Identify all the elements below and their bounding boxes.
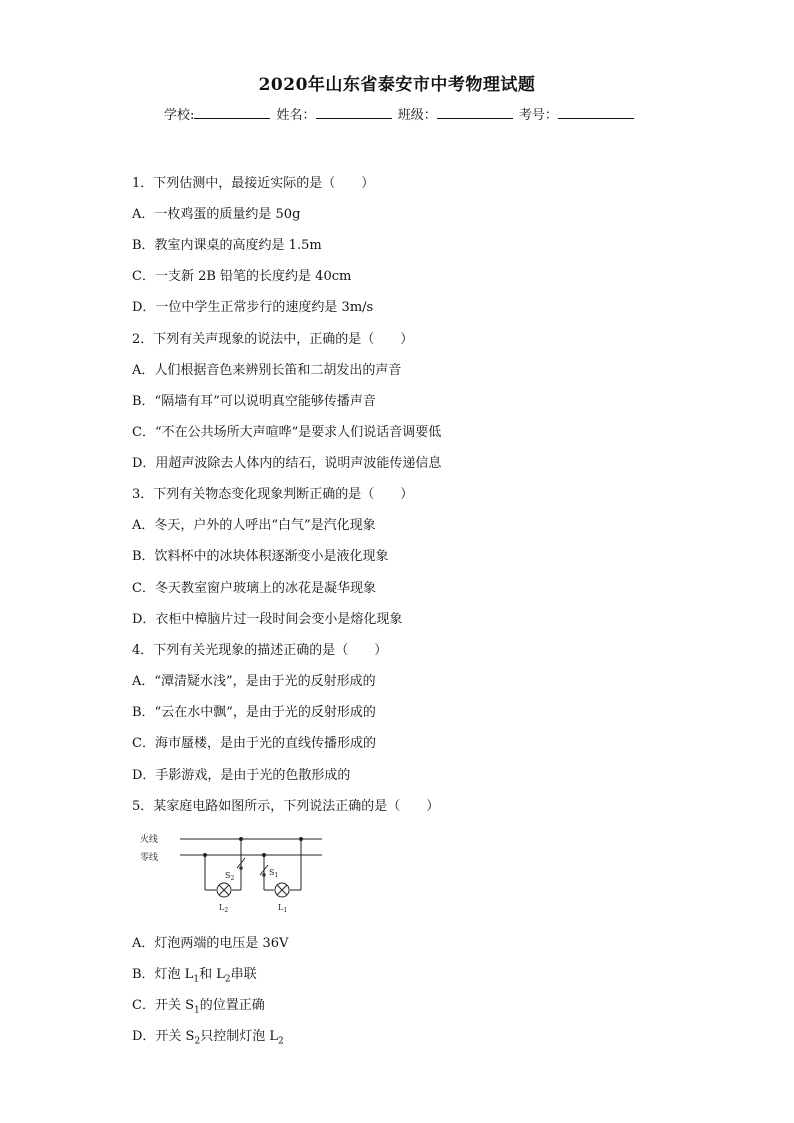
- name-label: 姓名：: [276, 108, 316, 123]
- junction-dot: [262, 853, 266, 857]
- question-1-option-a: A．一枚鸡蛋的质量约是 50g: [132, 207, 301, 222]
- question-5-option-c: C．开关 $S_1$的位置正确: [132, 998, 265, 1016]
- question-2-stem: 2．下列有关声现象的说法中，正确的是（ ）: [132, 332, 414, 347]
- question-5-stem: 5．某家庭电路如图所示，下列说法正确的是（ ）: [132, 799, 440, 814]
- neutral-wire-label: 零线: [140, 853, 159, 863]
- question-3-option-b: B．饮料杯中的冰块体积逐渐变小是液化现象: [132, 549, 389, 564]
- lamp-l1-label: $L_1$: [278, 903, 288, 914]
- question-4-option-a: A．“潭清疑水浅”，是由于光的反射形成的: [132, 674, 376, 689]
- junction-dot: [299, 837, 303, 841]
- page-title: 2020年山东省泰安市中考物理试题: [258, 75, 536, 95]
- live-wire-label: 火线: [140, 835, 159, 845]
- switch-s1-label: $S_1$: [269, 868, 279, 879]
- junction-dot: [203, 853, 207, 857]
- question-5-option-d: D．开关 $S_2$只控制灯泡 $L_2$: [132, 1029, 284, 1047]
- question-1-option-c: C．一支新 2B 铅笔的长度约是 40cm: [132, 269, 352, 284]
- question-2-option-b: B．“隔墙有耳”可以说明真空能够传播声音: [132, 394, 376, 409]
- question-2-option-c: C．“不在公共场所大声喧哗”是要求人们说话音调要低: [132, 425, 442, 440]
- question-2-option-a: A．人们根据音色来辨别长笛和二胡发出的声音: [132, 363, 402, 378]
- name-blank[interactable]: [316, 106, 392, 119]
- question-2-option-d: D．用超声波除去人体内的结石，说明声波能传递信息: [132, 456, 442, 471]
- question-4-option-d: D．手影游戏，是由于光的色散形成的: [132, 768, 351, 783]
- switch-s2-label: $S_2$: [225, 871, 235, 882]
- household-circuit-diagram: [132, 830, 332, 916]
- question-5-option-b: B．灯泡 $L_1$和 $L_2$串联: [132, 967, 257, 985]
- question-4-option-b: B．“云在水中飘”，是由于光的反射形成的: [132, 705, 376, 720]
- school-blank[interactable]: [194, 106, 270, 119]
- question-3-option-a: A．冬天，户外的人呼出“白气”是汽化现象: [132, 518, 376, 533]
- junction-dot: [239, 837, 243, 841]
- question-4-option-c: C．海市蜃楼，是由于光的直线传播形成的: [132, 736, 376, 751]
- class-label: 班级：: [397, 108, 437, 123]
- question-4-stem: 4．下列有关光现象的描述正确的是（ ）: [132, 643, 388, 658]
- class-blank[interactable]: [437, 106, 513, 119]
- lamp-l1-icon: [275, 883, 289, 897]
- question-1-option-b: B．教室内课桌的高度约是 1.5m: [132, 238, 322, 253]
- question-3-option-c: C．冬天教室窗户玻璃上的冰花是凝华现象: [132, 581, 376, 596]
- school-label: 学校:: [164, 108, 195, 123]
- exam-number-blank[interactable]: [558, 106, 634, 119]
- student-info-row: [164, 104, 636, 123]
- exam-number-label: 考号：: [518, 108, 558, 123]
- lamp-l2-label: $L_2$: [219, 903, 229, 914]
- question-1-stem: 1．下列估测中，最接近实际的是（ ）: [132, 176, 375, 191]
- question-3-stem: 3．下列有关物态变化现象判断正确的是（ ）: [132, 487, 414, 502]
- question-1-option-d: D．一位中学生正常步行的速度约是 3m/s: [132, 300, 374, 315]
- question-3-option-d: D．衣柜中樟脑片过一段时间会变小是熔化现象: [132, 612, 403, 627]
- lamp-l2-icon: [217, 883, 231, 897]
- question-5-option-a: A．灯泡两端的电压是 36V: [132, 936, 289, 951]
